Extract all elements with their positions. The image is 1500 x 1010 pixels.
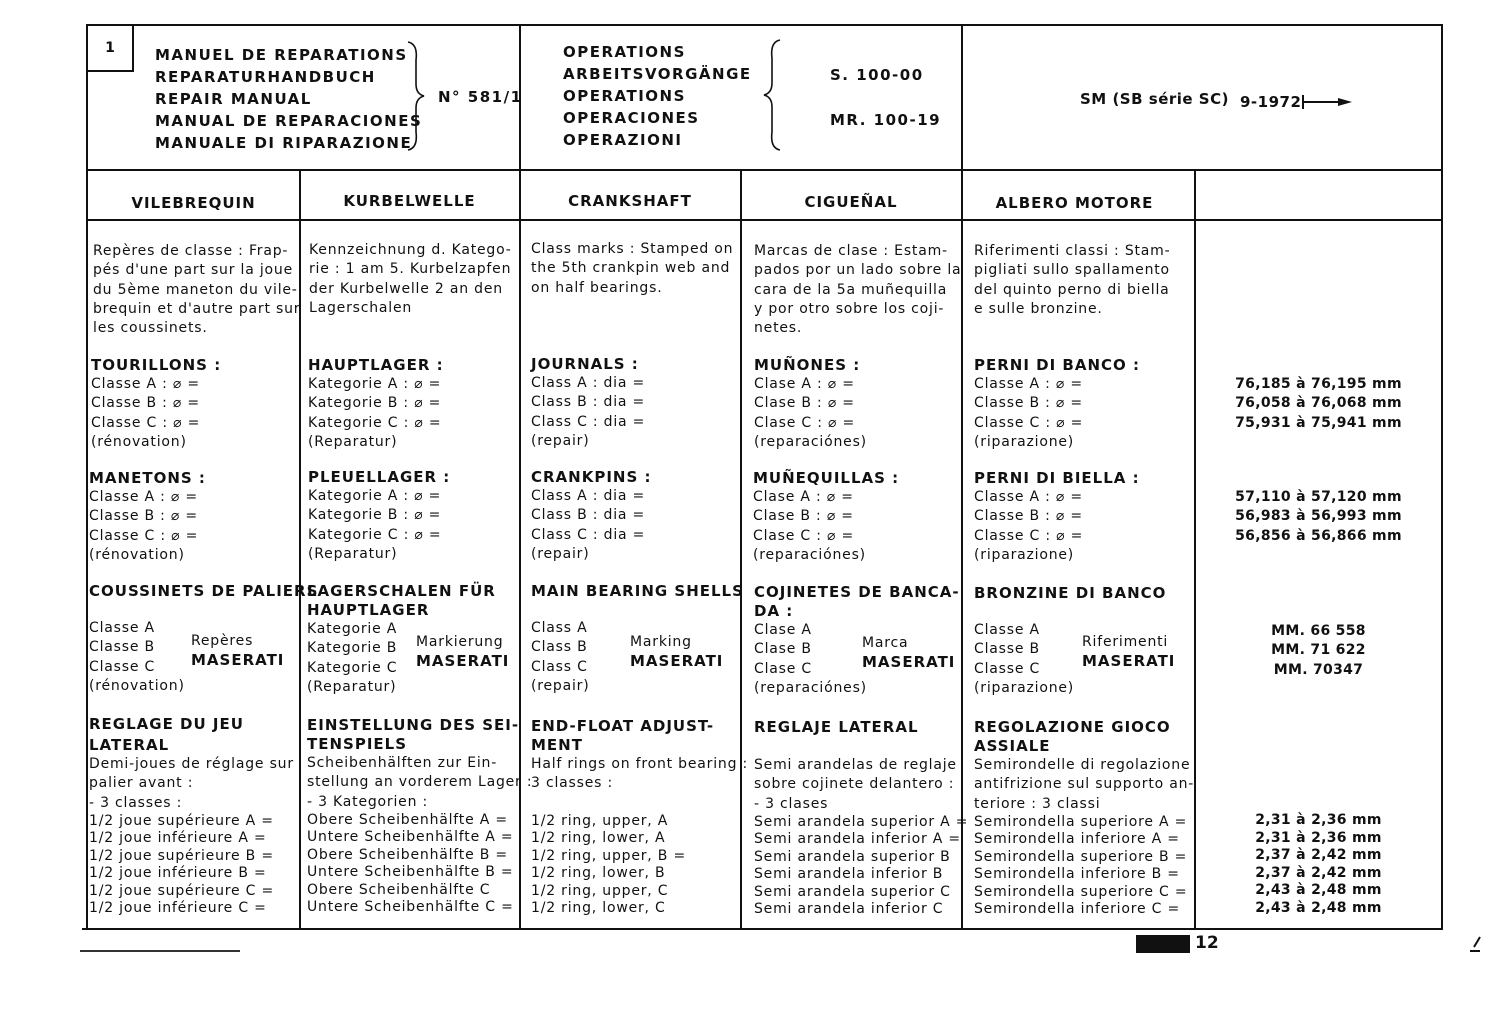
- model-label: SM (SB série SC): [1080, 90, 1229, 108]
- endfloat-de: EINSTELLUNG DES SEI- TENSPIELS Scheibenhälften zur Ein- stellung an vorderem Lager : - 3 Kategorien : Obere Scheibenhälfte A = Untere Scheibenhälfte A = Obere Scheibenhälfte B = Untere Scheibenhälfte B = Obere Scheibenhälfte C Untere Scheibenhälfte C =: [307, 716, 533, 916]
- marking-label-es: Marca: [862, 635, 909, 651]
- crankpins-de: PLEUELLAGER : Kategorie A : ⌀ = Kategorie B : ⌀ = Kategorie C : ⌀ = (Reparatur): [308, 468, 451, 562]
- marking-brand-it: MASERATI: [1082, 652, 1176, 670]
- section-title: BRONZINE DI BANCO: [974, 584, 1167, 602]
- marking-brand-fr: MASERATI: [191, 651, 285, 669]
- endfloat-fr: REGLAGE DU JEU LATERAL Demi-joues de réglage sur palier avant : - 3 classes : 1/2 joue supérieure A = 1/2 joue inférieure A = 1/2 joue supérieure B = 1/2 joue inférieure B = 1/2 joue supérieure C = 1/2 joue inférieure C =: [89, 715, 294, 917]
- page-tab-marker: [1136, 935, 1190, 953]
- operations-titles: [563, 41, 752, 151]
- manual-title-es: MANUAL DE REPARACIONES: [155, 112, 423, 130]
- journals-values: 76,185 à 76,195 mm 76,058 à 76,068 mm 75,931 à 75,941 mm: [1235, 376, 1402, 431]
- section-title: END-FLOAT ADJUST-: [531, 717, 715, 735]
- brace-manual-icon: [404, 40, 426, 152]
- operations-it: OPERAZIONI: [563, 131, 683, 149]
- journals-en: JOURNALS : Class A : dia = Class B : dia = Class C : dia = (repair): [531, 355, 646, 449]
- crankpins-en: CRANKPINS : Class A : dia = Class B : dia = Class C : dia = (repair): [531, 468, 652, 562]
- section-title-line2: DA :: [754, 602, 794, 620]
- section-title: MUÑONES :: [754, 356, 861, 374]
- marking-brand-de: MASERATI: [416, 652, 510, 670]
- operations-de: ARBEITSVORGÄNGE: [563, 65, 752, 83]
- section-title: PLEUELLAGER :: [308, 468, 451, 486]
- marking-label-en: Marking: [630, 634, 692, 650]
- section-title: EINSTELLUNG DES SEI-: [307, 716, 520, 734]
- class-marks-es: Marcas de clase : Estam- pados por un lado sobre la cara de la 5a muñequilla y por otro sobre los coji- netes.: [754, 243, 962, 337]
- crankpins-fr: MANETONS : Classe A : ⌀ = Classe B : ⌀ = Classe C : ⌀ = (rénovation): [89, 469, 206, 563]
- operations-en: OPERATIONS: [563, 87, 686, 105]
- header-number: 1: [105, 40, 115, 56]
- section-title-line2: ASSIALE: [974, 737, 1051, 755]
- section-title: REGLAJE LATERAL: [754, 718, 919, 736]
- section-title: PERNI DI BIELLA :: [974, 469, 1140, 487]
- crankpins-values: 57,110 à 57,120 mm 56,983 à 56,993 mm 56,856 à 56,866 mm: [1235, 489, 1402, 544]
- section-title-line2: TENSPIELS: [307, 735, 408, 753]
- marking-brand-en: MASERATI: [630, 652, 724, 670]
- op-code-1: S. 100-00: [830, 66, 924, 84]
- column-heading-it: ALBERO MOTORE: [995, 194, 1154, 212]
- class-marks-en: Class marks : Stamped on the 5th crankpin web and on half bearings.: [531, 241, 734, 296]
- section-title: MANETONS :: [89, 469, 206, 487]
- journals-es: MUÑONES : Clase A : ⌀ = Clase B : ⌀ = Clase C : ⌀ = (reparaciónes): [754, 356, 867, 450]
- section-title: REGOLAZIONE GIOCO: [974, 718, 1171, 736]
- endfloat-en: END-FLOAT ADJUST- MENT Half rings on front bearing : 3 classes : 1/2 ring, upper, A 1/2 ring, lower, A 1/2 ring, upper, B = 1/2 ring, lower, B 1/2 ring, upper, C 1/2 ring, lower, C: [531, 717, 749, 917]
- arrow-right-icon: [1300, 93, 1356, 111]
- date-label: 9-1972: [1240, 93, 1302, 111]
- section-title: COUSSINETS DE PALIERS: [89, 582, 319, 600]
- class-marks-fr: Repères de classe : Frap- pés d'une part sur la joue du 5ème maneton du vile- brequin et d'autre part sur les coussinets.: [93, 243, 301, 337]
- header-number-box: [88, 26, 134, 72]
- brace-operations-icon: [762, 38, 784, 152]
- section-title: CRANKPINS :: [531, 468, 652, 486]
- section-title-line2: MENT: [531, 736, 583, 754]
- column-heading-de: KURBELWELLE: [343, 192, 476, 210]
- manual-title-de: REPARATURHANDBUCH: [155, 68, 376, 86]
- manual-title-it: MANUALE DI RIPARAZIONE: [155, 134, 413, 152]
- endfloat-it: REGOLAZIONE GIOCO ASSIALE Semirondelle di regolazione antifrizione sul supporto an- teriore : 3 classi Semirondella superiore A = Semirondella inferiore A = Semirondella superiore B = Semirondella inferiore B = Semirondella superiore C = Semirondella inferiore C =: [974, 718, 1195, 918]
- section-title: LAGERSCHALEN FÜR: [307, 582, 496, 600]
- crankpins-es: MUÑEQUILLAS : Clase A : ⌀ = Clase B : ⌀ = Clase C : ⌀ = (reparaciónes): [753, 469, 900, 563]
- op-code-2: MR. 100-19: [830, 111, 942, 129]
- frame-top-border: [87, 24, 1443, 26]
- operations-es: OPERACIONES: [563, 109, 700, 127]
- endfloat-values: 2,31 à 2,36 mm 2,31 à 2,36 mm 2,37 à 2,42 mm 2,37 à 2,42 mm 2,43 à 2,48 mm 2,43 à 2,48 mm: [1255, 812, 1382, 916]
- page-number: 12: [1195, 933, 1219, 953]
- class-marks-it: Riferimenti classi : Stam- pigliati sullo spallamento del quinto perno di biella e sulle bronzine.: [974, 243, 1171, 317]
- corner-mark: [1470, 935, 1482, 953]
- frame-right-border: [1441, 24, 1443, 929]
- footer-rule: [80, 950, 240, 952]
- operations-fr: OPERATIONS: [563, 43, 686, 61]
- colhead-bottom-border: [87, 219, 1443, 221]
- section-title-line2: LATERAL: [89, 736, 170, 754]
- header-bottom-border: [87, 169, 1443, 171]
- marking-label-it: Riferimenti: [1082, 634, 1169, 650]
- bearing-shells-values: MM. 66 558 MM. 71 622 MM. 70347: [1271, 623, 1366, 678]
- section-title: PERNI DI BANCO :: [974, 356, 1140, 374]
- header-divider-2: [961, 24, 963, 170]
- section-title: JOURNALS :: [531, 355, 639, 373]
- section-title: MUÑEQUILLAS :: [753, 469, 900, 487]
- frame-bottom-border: [82, 928, 1443, 930]
- frame-left-border: [86, 24, 88, 929]
- bearing-shells-de: LAGERSCHALEN FÜR HAUPTLAGER Kategorie A Kategorie B Kategorie C (Reparatur): [307, 582, 496, 695]
- section-title: MAIN BEARING SHELLS: [531, 582, 744, 600]
- bearing-shells-fr: COUSSINETS DE PALIERS Classe A Classe B Classe C (rénovation): [89, 582, 319, 694]
- manual-title-en: REPAIR MANUAL: [155, 90, 312, 108]
- section-title: COJINETES DE BANCA-: [754, 583, 960, 601]
- bearing-shells-es: COJINETES DE BANCA- DA : Clase A Clase B Clase C (reparaciónes): [754, 583, 960, 696]
- section-title: TOURILLONS :: [91, 356, 222, 374]
- journals-de: HAUPTLAGER : Kategorie A : ⌀ = Kategorie B : ⌀ = Kategorie C : ⌀ = (Reparatur): [308, 356, 444, 450]
- marking-label-de: Markierung: [416, 634, 504, 650]
- endfloat-es: REGLAJE LATERAL Semi arandelas de reglaje sobre cojinete delantero : - 3 clases Semi arandela superior A = Semi arandela inferior A = Semi arandela superior B Semi arandela inferior B Semi arandela superior C Semi arandela inferior C: [754, 718, 969, 918]
- column-heading-fr: VILEBREQUIN: [131, 194, 256, 212]
- bearing-shells-en: MAIN BEARING SHELLS Class A Class B Class C (repair): [531, 582, 744, 694]
- bearing-shells-it: BRONZINE DI BANCO Classe A Classe B Classe C (riparazione): [974, 584, 1167, 696]
- manual-title-fr: MANUEL DE REPARATIONS: [155, 46, 408, 64]
- column-heading-es: CIGUEÑAL: [804, 193, 898, 211]
- journals-it: PERNI DI BANCO : Classe A : ⌀ = Classe B : ⌀ = Classe C : ⌀ = (riparazione): [974, 356, 1140, 450]
- marking-label-fr: Repères: [191, 633, 254, 649]
- doc-number: N° 581/1: [438, 88, 523, 106]
- crankpins-it: PERNI DI BIELLA : Classe A : ⌀ = Classe B : ⌀ = Classe C : ⌀ = (riparazione): [974, 469, 1140, 563]
- marking-brand-es: MASERATI: [862, 653, 956, 671]
- manual-titles: [155, 44, 422, 154]
- class-marks-de: Kennzeichnung d. Katego- rie : 1 am 5. Kurbelzapfen der Kurbelwelle 2 an den Lagerschalen: [309, 242, 512, 316]
- section-title: HAUPTLAGER :: [308, 356, 444, 374]
- corner-slash-icon: [1470, 935, 1482, 953]
- section-title: REGLAGE DU JEU: [89, 715, 244, 733]
- journals-fr: TOURILLONS : Classe A : ⌀ = Classe B : ⌀ = Classe C : ⌀ = (rénovation): [91, 356, 222, 450]
- section-title-line2: HAUPTLAGER: [307, 601, 430, 619]
- column-heading-en: CRANKSHAFT: [568, 192, 692, 210]
